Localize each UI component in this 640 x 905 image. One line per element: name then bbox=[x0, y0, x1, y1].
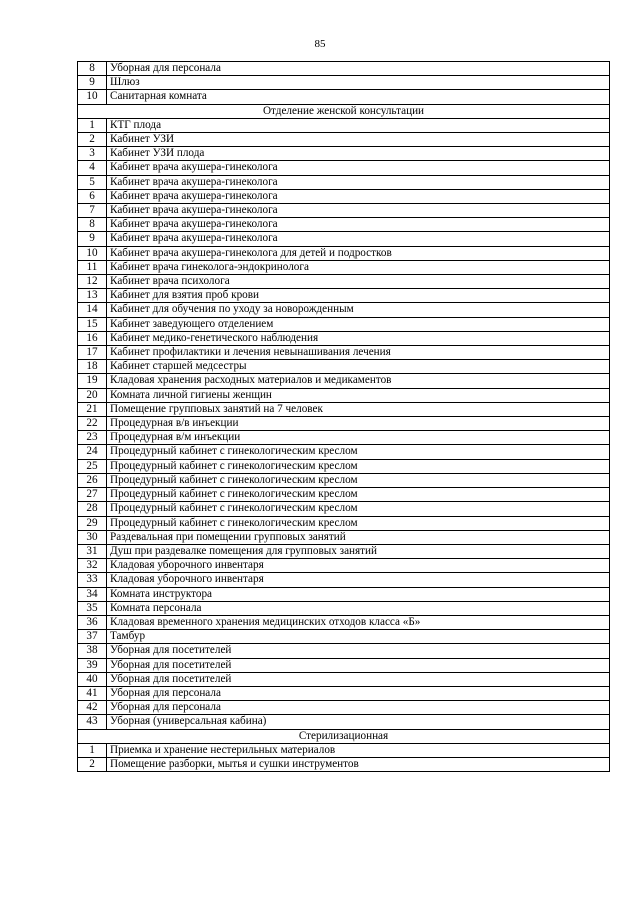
table-row bbox=[78, 530, 610, 544]
room-name: Уборная для посетителей bbox=[107, 658, 610, 672]
row-number: 36 bbox=[78, 615, 107, 629]
room-name: Кабинет УЗИ плода bbox=[107, 147, 610, 161]
room-name: Кладовая уборочного инвентаря bbox=[107, 559, 610, 573]
room-name: Кабинет медико-генетического наблюдения bbox=[107, 331, 610, 345]
table-row bbox=[78, 189, 610, 203]
row-number: 29 bbox=[78, 516, 107, 530]
room-name: Процедурный кабинет с гинекологическим креслом bbox=[107, 488, 610, 502]
table-row bbox=[78, 459, 610, 473]
table-row bbox=[78, 331, 610, 345]
table-row bbox=[78, 303, 610, 317]
room-name: Процедурный кабинет с гинекологическим креслом bbox=[107, 516, 610, 530]
room-name: Кабинет врача акушера-гинеколога bbox=[107, 189, 610, 203]
table-row bbox=[78, 204, 610, 218]
row-number: 18 bbox=[78, 360, 107, 374]
room-name: Кабинет врача акушера-гинеколога bbox=[107, 218, 610, 232]
room-name: Кабинет врача акушера-гинеколога bbox=[107, 161, 610, 175]
room-name: Помещение разборки, мытья и сушки инструментов bbox=[107, 757, 610, 771]
room-name: Процедурный кабинет с гинекологическим креслом bbox=[107, 502, 610, 516]
room-name: Санитарная комната bbox=[107, 90, 610, 104]
room-name: Кабинет врача психолога bbox=[107, 275, 610, 289]
room-name: Процедурная в/в инъекции bbox=[107, 417, 610, 431]
row-number: 10 bbox=[78, 246, 107, 260]
row-number: 28 bbox=[78, 502, 107, 516]
table-row bbox=[78, 275, 610, 289]
row-number: 2 bbox=[78, 133, 107, 147]
row-number: 16 bbox=[78, 331, 107, 345]
row-number: 1 bbox=[78, 118, 107, 132]
table-row bbox=[78, 587, 610, 601]
table-row bbox=[78, 658, 610, 672]
row-number: 14 bbox=[78, 303, 107, 317]
table-row bbox=[78, 672, 610, 686]
row-number: 25 bbox=[78, 459, 107, 473]
row-number: 40 bbox=[78, 672, 107, 686]
room-name: Процедурная в/м инъекции bbox=[107, 431, 610, 445]
room-name: Шлюз bbox=[107, 76, 610, 90]
table-row bbox=[78, 516, 610, 530]
table-row bbox=[78, 573, 610, 587]
room-name: Кабинет врача гинеколога-эндокринолога bbox=[107, 260, 610, 274]
table-row bbox=[78, 417, 610, 431]
row-number: 10 bbox=[78, 90, 107, 104]
row-number: 23 bbox=[78, 431, 107, 445]
row-number: 1 bbox=[78, 743, 107, 757]
row-number: 11 bbox=[78, 260, 107, 274]
premises-table-body bbox=[78, 62, 610, 772]
page-number: 85 bbox=[314, 38, 326, 50]
row-number: 19 bbox=[78, 374, 107, 388]
row-number: 20 bbox=[78, 388, 107, 402]
row-number: 9 bbox=[78, 232, 107, 246]
table-row bbox=[78, 544, 610, 558]
table-row bbox=[78, 473, 610, 487]
table-row bbox=[78, 317, 610, 331]
row-number: 37 bbox=[78, 630, 107, 644]
table-row bbox=[78, 289, 610, 303]
table-row bbox=[78, 118, 610, 132]
row-number: 17 bbox=[78, 346, 107, 360]
row-number: 5 bbox=[78, 175, 107, 189]
row-number: 21 bbox=[78, 402, 107, 416]
section-header: Стерилизационная bbox=[78, 729, 610, 743]
row-number: 26 bbox=[78, 473, 107, 487]
row-number: 8 bbox=[78, 62, 107, 76]
room-name: Кабинет старшей медсестры bbox=[107, 360, 610, 374]
table-row bbox=[78, 445, 610, 459]
table-row bbox=[78, 232, 610, 246]
room-name: Кабинет УЗИ bbox=[107, 133, 610, 147]
table-row bbox=[78, 488, 610, 502]
table-row bbox=[78, 601, 610, 615]
room-name: Раздевальная при помещении групповых занятий bbox=[107, 530, 610, 544]
row-number: 41 bbox=[78, 686, 107, 700]
table-row bbox=[78, 701, 610, 715]
table-row bbox=[78, 502, 610, 516]
room-name: Кладовая хранения расходных материалов и медикаментов bbox=[107, 374, 610, 388]
table-row bbox=[78, 615, 610, 629]
row-number: 32 bbox=[78, 559, 107, 573]
row-number: 6 bbox=[78, 189, 107, 203]
room-name: Кабинет для обучения по уходу за новорожденным bbox=[107, 303, 610, 317]
room-name: Кабинет врача акушера-гинеколога bbox=[107, 204, 610, 218]
row-number: 35 bbox=[78, 601, 107, 615]
row-number: 15 bbox=[78, 317, 107, 331]
section-header: Отделение женской консультации bbox=[78, 104, 610, 118]
row-number: 43 bbox=[78, 715, 107, 729]
table-row bbox=[78, 431, 610, 445]
room-name: Уборная (универсальная кабина) bbox=[107, 715, 610, 729]
table-row bbox=[78, 757, 610, 771]
room-name: Уборная для персонала bbox=[107, 62, 610, 76]
table-row bbox=[78, 374, 610, 388]
room-name: Уборная для посетителей bbox=[107, 672, 610, 686]
room-name: Процедурный кабинет с гинекологическим креслом bbox=[107, 445, 610, 459]
table-row bbox=[78, 246, 610, 260]
room-name: Кабинет врача акушера-гинеколога bbox=[107, 232, 610, 246]
room-name: Комната личной гигиены женщин bbox=[107, 388, 610, 402]
table-row bbox=[78, 715, 610, 729]
row-number: 39 bbox=[78, 658, 107, 672]
room-name: Процедурный кабинет с гинекологическим креслом bbox=[107, 459, 610, 473]
table-row bbox=[78, 161, 610, 175]
room-name: Комната инструктора bbox=[107, 587, 610, 601]
table-row bbox=[78, 644, 610, 658]
table-row bbox=[78, 630, 610, 644]
room-name: Процедурный кабинет с гинекологическим креслом bbox=[107, 473, 610, 487]
table-row bbox=[78, 360, 610, 374]
room-name: Кладовая уборочного инвентаря bbox=[107, 573, 610, 587]
row-number: 7 bbox=[78, 204, 107, 218]
row-number: 33 bbox=[78, 573, 107, 587]
row-number: 13 bbox=[78, 289, 107, 303]
table-row bbox=[78, 402, 610, 416]
room-name: Кабинет для взятия проб крови bbox=[107, 289, 610, 303]
row-number: 4 bbox=[78, 161, 107, 175]
row-number: 8 bbox=[78, 218, 107, 232]
table-row bbox=[78, 686, 610, 700]
premises-table bbox=[77, 61, 610, 772]
room-name: Помещение групповых занятий на 7 человек bbox=[107, 402, 610, 416]
table-row bbox=[78, 90, 610, 104]
row-number: 34 bbox=[78, 587, 107, 601]
table-row bbox=[78, 346, 610, 360]
row-number: 42 bbox=[78, 701, 107, 715]
table-row bbox=[78, 76, 610, 90]
room-name: Уборная для персонала bbox=[107, 686, 610, 700]
section-header-row bbox=[78, 104, 610, 118]
room-name: Кабинет заведующего отделением bbox=[107, 317, 610, 331]
row-number: 2 bbox=[78, 757, 107, 771]
row-number: 30 bbox=[78, 530, 107, 544]
row-number: 27 bbox=[78, 488, 107, 502]
room-name: Кабинет врача акушера-гинеколога для детей и подростков bbox=[107, 246, 610, 260]
row-number: 24 bbox=[78, 445, 107, 459]
table-row bbox=[78, 133, 610, 147]
room-name: Комната персонала bbox=[107, 601, 610, 615]
room-name: Кабинет врача акушера-гинеколога bbox=[107, 175, 610, 189]
row-number: 31 bbox=[78, 544, 107, 558]
table-row bbox=[78, 62, 610, 76]
row-number: 3 bbox=[78, 147, 107, 161]
row-number: 12 bbox=[78, 275, 107, 289]
table-row bbox=[78, 175, 610, 189]
table-row bbox=[78, 147, 610, 161]
table-row bbox=[78, 218, 610, 232]
table-row bbox=[78, 559, 610, 573]
row-number: 9 bbox=[78, 76, 107, 90]
section-header-row bbox=[78, 729, 610, 743]
room-name: Душ при раздевалке помещения для групповых занятий bbox=[107, 544, 610, 558]
row-number: 38 bbox=[78, 644, 107, 658]
room-name: Приемка и хранение нестерильных материалов bbox=[107, 743, 610, 757]
row-number: 22 bbox=[78, 417, 107, 431]
table-row bbox=[78, 388, 610, 402]
room-name: Уборная для персонала bbox=[107, 701, 610, 715]
room-name: Уборная для посетителей bbox=[107, 644, 610, 658]
table-row bbox=[78, 260, 610, 274]
room-name: Тамбур bbox=[107, 630, 610, 644]
table-row bbox=[78, 743, 610, 757]
room-name: Кабинет профилактики и лечения невынашивания лечения bbox=[107, 346, 610, 360]
room-name: КТГ плода bbox=[107, 118, 610, 132]
room-name: Кладовая временного хранения медицинских отходов класса «Б» bbox=[107, 615, 610, 629]
